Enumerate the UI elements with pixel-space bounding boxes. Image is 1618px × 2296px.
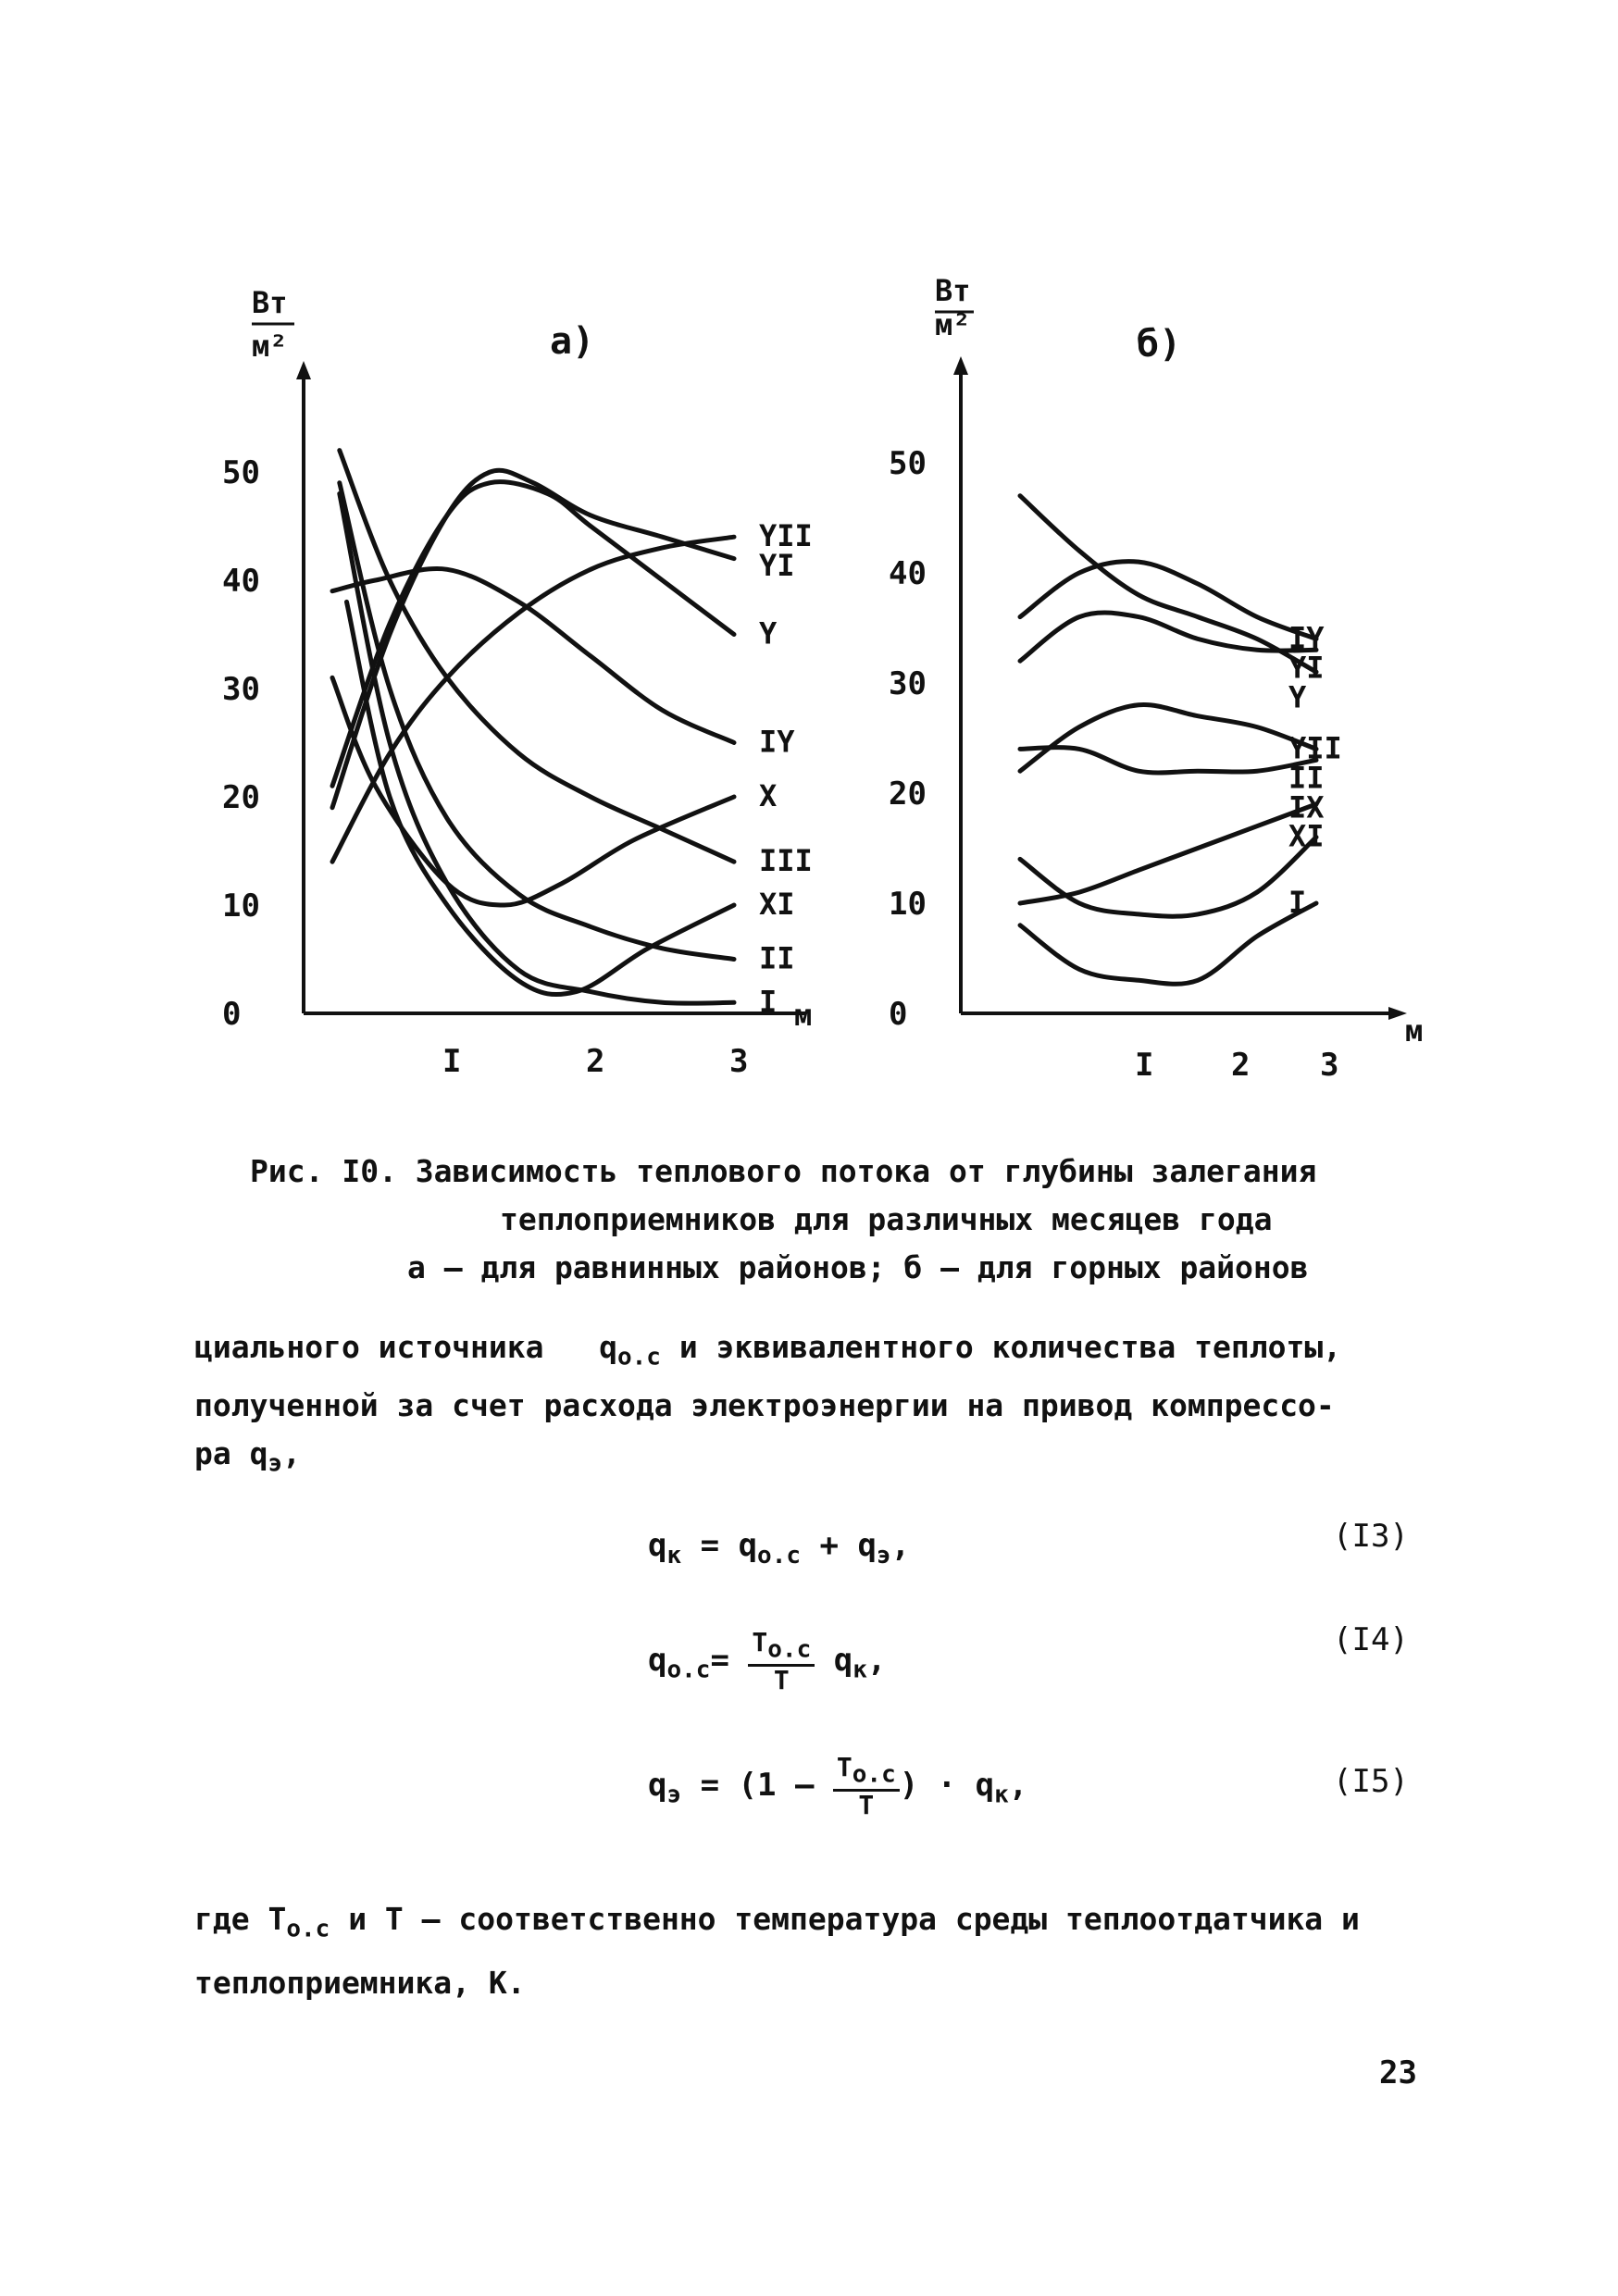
series-label-YI: YI (1288, 650, 1325, 686)
panel-a-y-unit-top: Вт (252, 285, 288, 320)
equation-14-number: (I4) (1333, 1621, 1409, 1658)
series-label-YII: YII (759, 518, 813, 554)
series-line-II (340, 483, 734, 960)
equation-14-fraction: $\frac{T_{о.с}}{T}$ (748, 1629, 815, 1694)
series-line-I (340, 493, 734, 1003)
series-label-YII: YII (1288, 730, 1342, 766)
series-label-IY: IY (759, 724, 795, 760)
panel-b-label: б) (1137, 323, 1182, 366)
series-line-XI (347, 602, 735, 994)
panel-b-x-tick: I (1135, 1047, 1154, 1084)
series-label-Y: Y (759, 615, 778, 652)
panel-b-y-tick: 40 (889, 555, 927, 592)
paragraph-line-3: ра $q_э$, (194, 1434, 302, 1478)
series-line-X (332, 677, 734, 905)
series-line-YII (1020, 705, 1316, 772)
panel-b-y-tick: 50 (889, 445, 927, 482)
panel-b-y-tick: 20 (889, 776, 927, 813)
series-label-I: I (759, 984, 778, 1020)
series-line-YI (1020, 613, 1316, 661)
paragraph-line-1: циального источника $q_{o.c}$ и эквивалентного количества теплоты, (194, 1329, 1342, 1371)
series-label-Y: Y (1288, 679, 1307, 715)
series-label-IY: IY (1288, 620, 1325, 656)
series-label-XI: XI (1288, 818, 1325, 854)
panel-b-y-tick: 0 (889, 996, 908, 1033)
panel-b-y-unit-top: Вт (935, 273, 971, 308)
panel-a-curves (332, 451, 734, 1004)
equation-15-fraction: $\frac{T_{о.с}}{T}$ (833, 1754, 900, 1819)
equation-13-number: (I3) (1333, 1518, 1409, 1555)
caption-line-2: теплоприемников для различных месяцев года (500, 1201, 1273, 1237)
body-paragraph (194, 1323, 1425, 1487)
series-line-II (1020, 748, 1316, 773)
panel-b-y-tick: 10 (889, 886, 927, 923)
panel-a-y-tick: 40 (222, 563, 260, 600)
series-label-XI: XI (759, 887, 795, 922)
panel-b-y-tick: 30 (889, 665, 927, 702)
equation-15: $q_э = (1$ – $\frac{T_{о.с}}{T}$ ) · $q_к$, (648, 1752, 1028, 1820)
series-line-IY (332, 569, 734, 743)
page-number: 23 (1379, 2054, 1417, 2091)
series-label-II: II (1288, 760, 1325, 796)
equation-14: $q_{о.с}=$ $\frac{T_{о.с}}{T}$ $q_к$, (648, 1627, 887, 1695)
paragraph-line-2: полученной за счет расхода электроэнергии на привод компрессо- (194, 1386, 1335, 1423)
panel-b-y-unit-bottom: м² (935, 307, 971, 342)
series-label-X: X (759, 778, 778, 813)
panel-b-curves (1020, 496, 1316, 985)
where-line-1: где $T_{о.с}$ и T – соответственно температура среды теплоотдатчика и (194, 1901, 1360, 1943)
panel-a-y-tick: 20 (222, 779, 260, 816)
panel-a-y-tick: 50 (222, 454, 260, 491)
panel-a-x-unit: м (794, 998, 813, 1033)
where-text (194, 1893, 1425, 2010)
panel-a-label: а) (550, 320, 595, 363)
series-label-III: III (759, 843, 813, 879)
series-line-IX (1020, 804, 1316, 903)
series-label-I: I (1288, 885, 1307, 920)
panel-a-y-tick: 10 (222, 887, 260, 925)
series-line-III (340, 451, 734, 863)
panel-a-y-unit-bottom: м² (252, 329, 288, 364)
panel-a (222, 285, 813, 1080)
figure-10 (0, 0, 1618, 1120)
caption-line-1: Рис. I0. Зависимость теплового потока от глубины залегания (250, 1153, 1317, 1189)
series-line-Y (332, 482, 734, 787)
panel-b-x-tick: 3 (1320, 1047, 1339, 1084)
panel-a-x-tick: 2 (586, 1043, 605, 1080)
equation-15-number: (I5) (1333, 1763, 1409, 1800)
panel-b-x-unit: м (1405, 1013, 1424, 1049)
panel-b-x-tick: 2 (1231, 1047, 1251, 1084)
figure-caption (250, 1148, 1425, 1292)
series-label-IX: IX (1288, 789, 1325, 825)
series-label-YI: YI (759, 548, 795, 584)
panel-b (889, 273, 1423, 1084)
panel-a-x-tick: 3 (729, 1043, 749, 1080)
panel-a-y-tick: 30 (222, 671, 260, 708)
equation-13: $q_к = q_{о.с} + q_э$, (648, 1527, 911, 1570)
where-line-2: теплоприемника, К. (194, 1964, 526, 2001)
panel-a-y-tick: 0 (222, 996, 242, 1033)
caption-line-3: а – для равнинных районов; б – для горных районов (407, 1249, 1309, 1285)
series-line-XI (1020, 838, 1316, 917)
panel-a-x-tick: I (442, 1043, 462, 1080)
series-label-II: II (759, 940, 795, 976)
